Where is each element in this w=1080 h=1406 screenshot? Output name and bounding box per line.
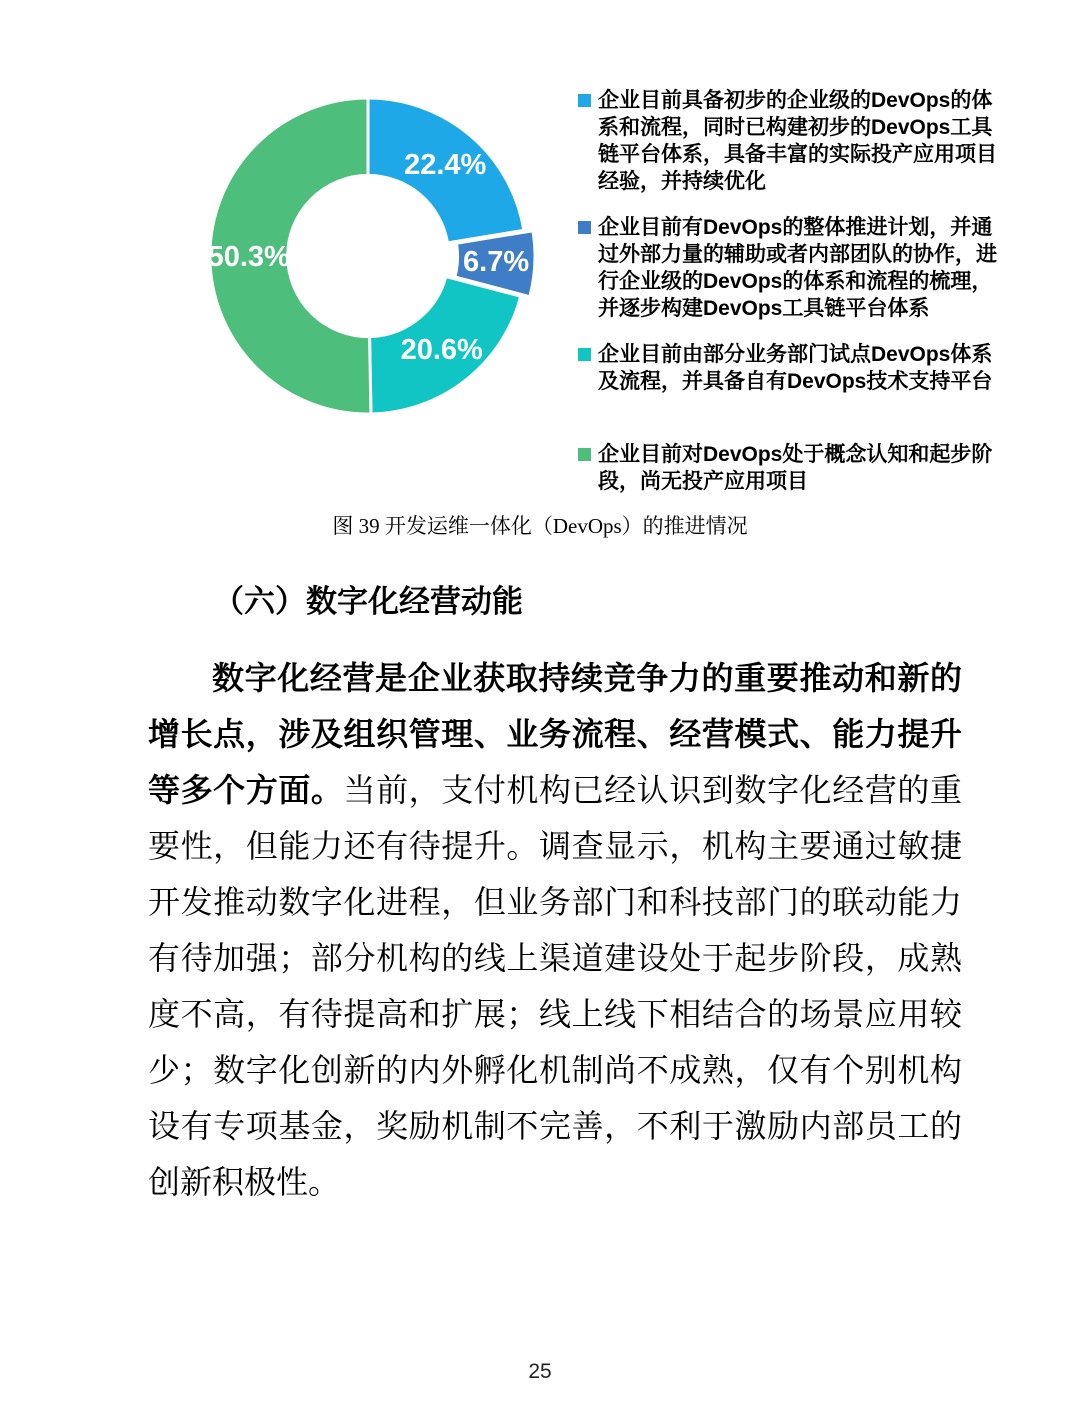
legend-item-3 (578, 441, 998, 495)
slice-label-1: 6.7% (463, 246, 530, 278)
legend-label: 企业目前由部分业务部门试点DevOps体系及流程，并具备自有DevOps技术支持平台 (598, 343, 993, 393)
legend-bullet-icon (578, 221, 591, 234)
body-paragraph (148, 650, 962, 1210)
legend-bullet-icon (578, 348, 591, 361)
legend-label: 企业目前具备初步的企业级的DevOps的体系和流程，同时已构建初步的DevOps工具链平台体系，具备丰富的实际投产应用项目经验，并持续优化 (598, 89, 997, 193)
section-heading: （六）数字化经营动能 (213, 584, 523, 619)
legend-label: 企业目前对DevOps处于概念认知和起步阶段，尚无投产应用项目 (598, 443, 993, 493)
chart-legend (578, 87, 998, 495)
legend-item-2 (578, 341, 998, 395)
legend-label: 企业目前有DevOps的整体推进计划，并通过外部力量的辅助或者内部团队的协作，进行企业级的DevOps的体系和流程的梳理，并逐步构建DevOps工具链平台体系 (598, 216, 997, 320)
donut-chart (190, 85, 580, 445)
figure-caption: 图 39 开发运维一体化（DevOps）的推进情况 (332, 514, 748, 538)
paragraph-body-regular: 当前，支付机构已经认识到数字化经营的重要性，但能力还有待提升。调查显示，机构主要通过敏捷开发推动数字化进程，但业务部门和科技部门的联动能力有待加强；部分机构的线上渠道建设处于起步阶段，成熟度不高，有待提高和扩展；线上线下相结合的场景应用较少；数字化创新的内外孵化机制尚不成熟，仅有个别机构设有专项基金，奖励机制不完善，不利于激励内部员工的创新积极性。 (148, 772, 962, 1200)
legend-bullet-icon (578, 448, 591, 461)
page-number: 25 (528, 1360, 552, 1383)
slice-label-3: 50.3% (207, 241, 290, 274)
slice-label-2: 20.6% (400, 333, 483, 366)
legend-bullet-icon (578, 94, 591, 107)
legend-item-1 (578, 214, 998, 322)
paragraph-lead-bold: 数字化经营是企业获取持续竞争力的重要推动和新的增长点，涉及组织管理、业务流程、经营模式、能力提升等多个方面。 (148, 660, 962, 808)
legend-item-0 (578, 87, 998, 195)
slice-label-0: 22.4% (404, 149, 487, 181)
devops-donut-figure (190, 85, 1002, 493)
